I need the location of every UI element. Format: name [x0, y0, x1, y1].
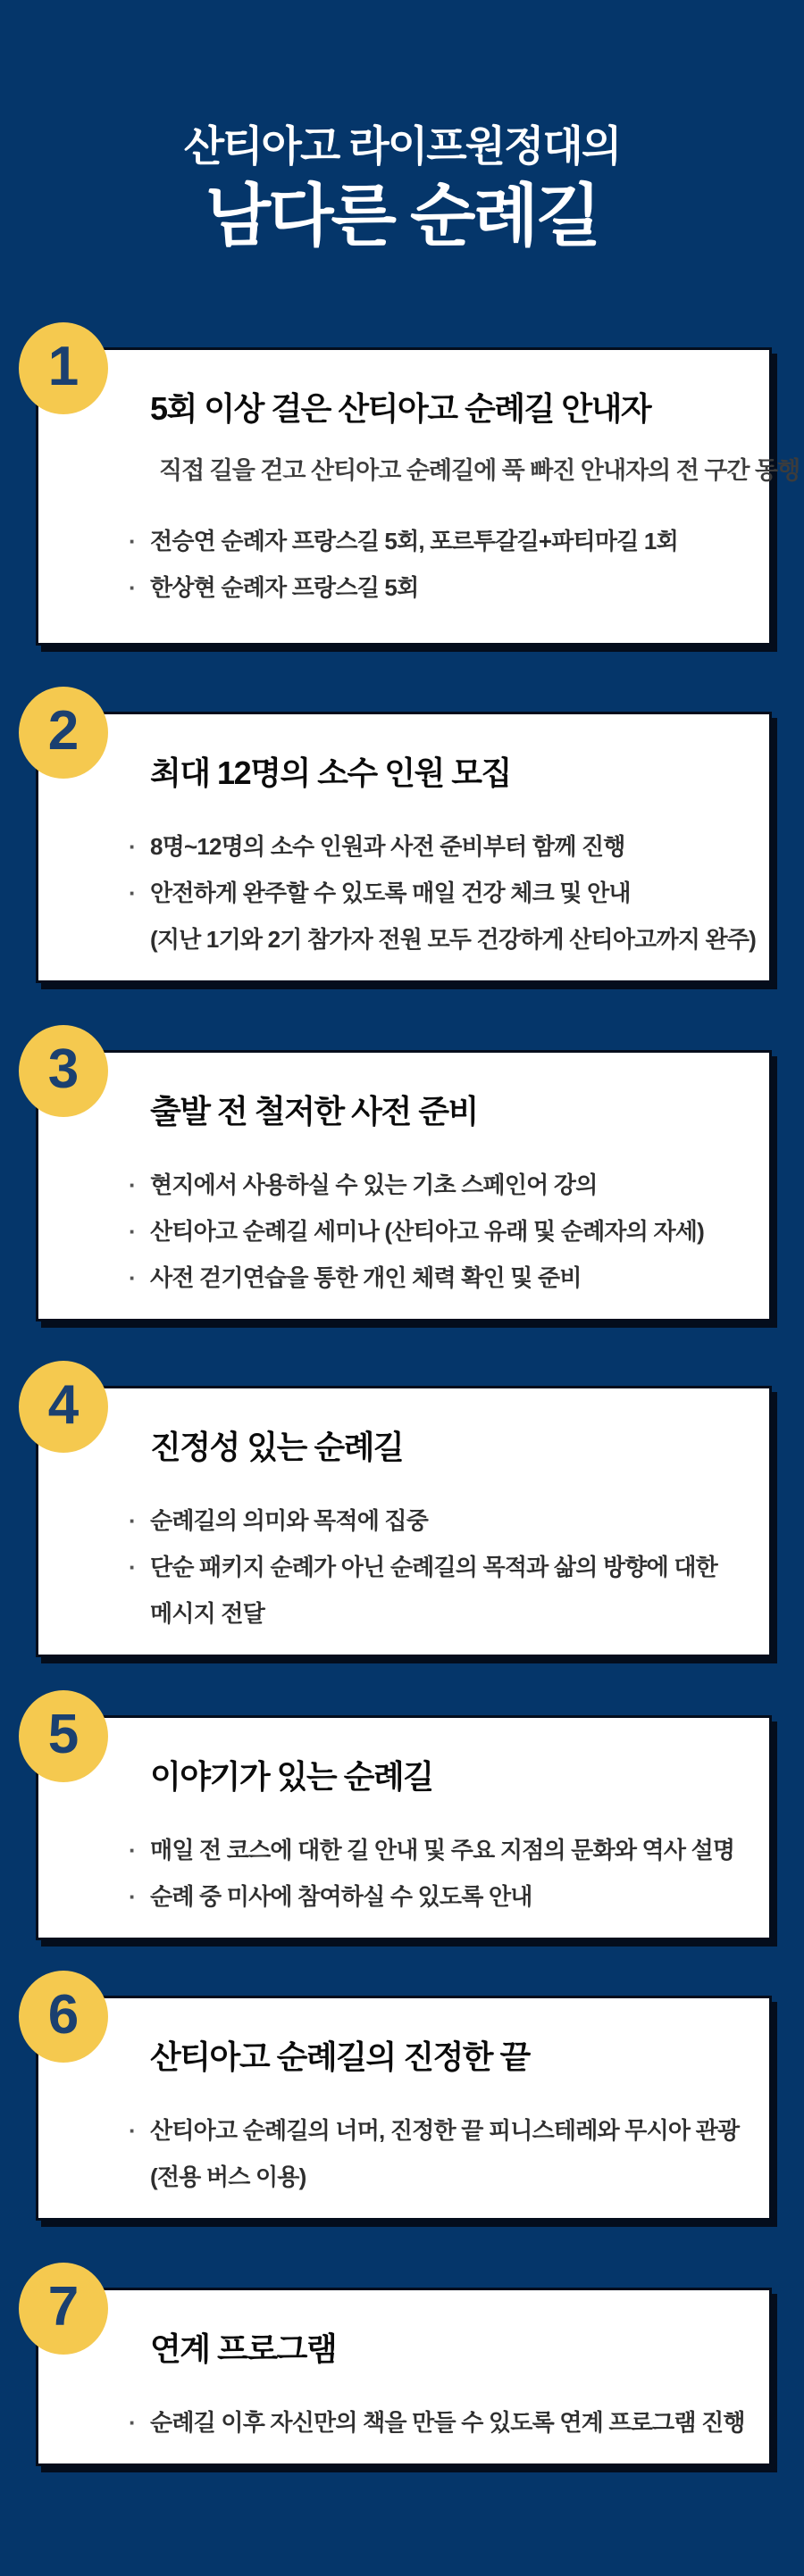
bullet-dot-icon: · [129, 1883, 136, 1910]
number-badge [19, 1971, 108, 2063]
number-badge [19, 322, 108, 414]
bullet-text: 단순 패키지 순례가 아닌 순례길의 목적과 삶의 방향에 대한 [150, 1554, 717, 1580]
number-badge [19, 1025, 108, 1117]
badge-number: 1 [47, 335, 80, 397]
page-title-line2: 남다른 순례길 [205, 179, 599, 254]
bullet-item [129, 2107, 751, 2200]
bullet-text: 순례길 이후 자신만의 책을 만들 수 있도록 연계 프로그램 진행 [150, 2409, 745, 2436]
bullet-dot-icon: · [129, 2117, 136, 2144]
bullet-item [129, 1827, 751, 1873]
feature-card [36, 1373, 772, 1657]
bullet-list [129, 823, 757, 963]
bullet-item [129, 564, 751, 611]
header [0, 0, 804, 347]
bullet-item [129, 1162, 751, 1208]
bullet-item [129, 1873, 751, 1920]
bullet-item [129, 518, 751, 564]
bullet-text: 8명~12명의 소수 인원과 사전 준비부터 함께 진행 [150, 833, 625, 860]
bullet-item [129, 1544, 751, 1637]
bullet-text: 산티아고 순례길의 너머, 진정한 끝 피니스테레와 무시아 관광 [150, 2117, 740, 2144]
bullet-list [129, 1162, 751, 1301]
badge-number: 5 [47, 1703, 80, 1765]
bullet-text: 매일 전 코스에 대한 길 안내 및 주요 지점의 문화와 역사 설명 [150, 1837, 735, 1863]
feature-card [36, 2275, 772, 2466]
bullet-dot-icon: · [129, 833, 136, 860]
bullet-dot-icon: · [129, 880, 136, 906]
card-heading: 진정성 있는 순례길 [150, 1429, 404, 1465]
bullet-text: 한상현 순례자 프랑스길 5회 [150, 574, 419, 601]
bullet-text: 순례 중 미사에 참여하실 수 있도록 안내 [150, 1883, 532, 1910]
bullet-dot-icon: · [129, 1218, 136, 1245]
badge-number: 7 [47, 2275, 80, 2338]
bullet-item [129, 2399, 751, 2446]
number-badge [19, 1690, 108, 1782]
bullet-dot-icon: · [129, 574, 136, 601]
bullet-continuation: 메시지 전달 [150, 1600, 265, 1627]
bullet-dot-icon: · [129, 1264, 136, 1291]
bullet-text: 현지에서 사용하실 수 있는 기초 스페인어 강의 [150, 1171, 598, 1198]
page-title-line1: 산티아고 라이프원정대의 [183, 122, 621, 170]
feature-card [36, 1703, 772, 1940]
bullet-dot-icon: · [129, 528, 136, 554]
feature-card [36, 335, 800, 646]
bullet-continuation: (전용 버스 이용) [150, 2163, 306, 2190]
card-heading: 최대 12명의 소수 인원 모집 [150, 754, 511, 791]
bullet-text: 안전하게 완주할 수 있도록 매일 건강 체크 및 안내 [150, 880, 631, 906]
feature-card [36, 699, 772, 983]
badge-number: 4 [47, 1373, 80, 1436]
feature-card [36, 1983, 772, 2221]
bullet-item [129, 1208, 751, 1255]
bullet-continuation: (지난 1기와 2기 참가자 전원 모두 건강하게 산티아고까지 완주) [150, 926, 757, 953]
bullet-item [129, 870, 757, 963]
number-badge [19, 687, 108, 779]
bullet-text: 사전 걷기연습을 통한 개인 체력 확인 및 준비 [150, 1264, 582, 1291]
card-heading: 출발 전 철저한 사전 준비 [150, 1093, 478, 1130]
bullet-list [129, 1827, 751, 1920]
number-badge [19, 2263, 108, 2355]
card-list [0, 335, 804, 2466]
bullet-list [129, 518, 751, 611]
bullet-dot-icon: · [129, 1554, 136, 1580]
badge-number: 6 [47, 1983, 80, 2046]
bullet-dot-icon: · [129, 1171, 136, 1198]
bullet-text: 순례길의 의미와 목적에 집중 [150, 1507, 429, 1534]
bullet-list [129, 1497, 751, 1637]
card-heading: 5회 이상 걸은 산티아고 순례길 안내자 [150, 390, 651, 427]
badge-number: 3 [47, 1038, 80, 1100]
bullet-item [129, 823, 751, 870]
bullet-dot-icon: · [129, 1837, 136, 1863]
bullet-dot-icon: · [129, 2409, 136, 2436]
bullet-item [129, 1497, 751, 1544]
number-badge [19, 1361, 108, 1453]
card-heading: 연계 프로그램 [150, 2330, 337, 2367]
feature-card [36, 1038, 772, 1321]
bullet-list [129, 2107, 751, 2200]
card-heading: 이야기가 있는 순례길 [150, 1758, 433, 1795]
badge-number: 2 [47, 699, 80, 762]
card-subtitle: 직접 길을 걷고 산티아고 순례길에 푹 빠진 안내자의 전 구간 동행 [159, 457, 800, 484]
bullet-item [129, 1255, 751, 1301]
bullet-text: 전승연 순례자 프랑스길 5회, 포르투갈길+파티마길 1회 [150, 528, 678, 554]
bullet-dot-icon: · [129, 1507, 136, 1534]
card-heading: 산티아고 순례길의 진정한 끝 [150, 2038, 530, 2075]
bullet-list [129, 2399, 751, 2446]
bullet-text: 산티아고 순례길 세미나 (산티아고 유래 및 순례자의 자세) [150, 1218, 704, 1245]
